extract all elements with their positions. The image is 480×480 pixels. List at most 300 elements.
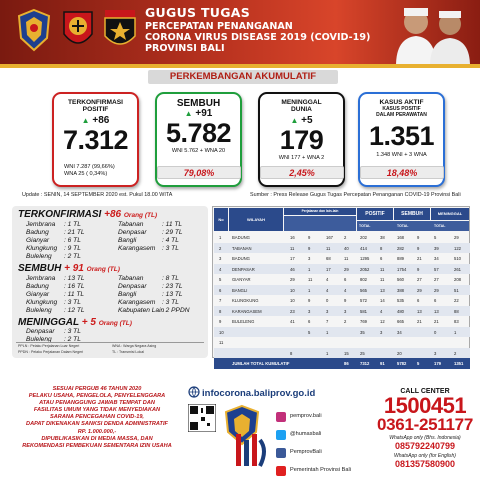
region-row (26, 245, 206, 253)
cell-die: 29 (434, 287, 439, 293)
deaths-percent: 2,45% (260, 166, 344, 179)
region-name: Kabupaten Lain (118, 307, 165, 314)
cell-c4: 4 (344, 287, 347, 293)
facebook-icon (276, 448, 286, 458)
cell-c3: 3 (326, 308, 329, 314)
cell-pos: 1295 (360, 256, 370, 261)
header-stripe (0, 64, 480, 68)
legend-ppdn: PPDN : Pelaku Perjalanan Dalam Negeri (18, 350, 84, 354)
cell-c3: 1 (326, 329, 329, 335)
update-timestamp: Update : SENIN, 14 SEPTEMBER 2020 est. Pukul 18.00 WITA (22, 192, 173, 198)
region-row (26, 275, 206, 283)
cell-d2: 1 (454, 329, 457, 335)
command-center-logo (232, 430, 270, 474)
cell-r2: 29 (417, 287, 422, 293)
cell-d2: 22 (454, 298, 459, 303)
cell-d2: 51 (454, 287, 459, 293)
col-header-positive: POSITIF (357, 208, 393, 220)
cell-c2: 3 (308, 256, 311, 261)
table-row (214, 306, 470, 317)
region-name: Badung (26, 229, 49, 236)
cell-rec: 1754 (397, 266, 407, 272)
cell-rec: 20 (397, 350, 402, 356)
region-value: : 16 TL (64, 283, 85, 290)
cell-name: KLUNGKUNG (232, 298, 259, 303)
region-value: : 29 TL (162, 229, 183, 236)
deaths-section-delta: + 5 (81, 317, 96, 328)
whatsapp-en-label: WhatsApp only (for English) (394, 453, 456, 459)
notice-line: FASILITAS UMUM YANG TIDAK MENYEDIAKAN (33, 407, 161, 414)
cell-no: 8 (219, 308, 222, 314)
region-name: Denpasar (118, 229, 147, 236)
cell-c1: 16 (290, 235, 295, 240)
cell-c3: 4 (326, 277, 329, 282)
table-row (214, 316, 470, 327)
cell-rec: 168 (397, 235, 404, 240)
cell-c1: 17 (290, 256, 295, 261)
cell-pos: 802 (360, 277, 367, 282)
confirmed-value: 7.312 (62, 124, 129, 155)
cell-rec: 535 (397, 298, 404, 303)
cell-c4: 6 (344, 277, 347, 282)
col-header-region: WILAYAH (229, 208, 283, 231)
region-value: : 3 TL (64, 299, 81, 306)
col-header-no: No (214, 208, 228, 231)
website-link[interactable]: infocorona.baliprov.go.id (202, 388, 316, 399)
cell-c1: 10 (290, 287, 295, 293)
footer (0, 382, 480, 480)
confirmed-card (52, 92, 139, 187)
military-logo (60, 8, 96, 52)
cell-c4: 2 (344, 235, 347, 240)
notice-line: ATAU PENANGGUNG JAWAB TEMPAT DAN (39, 400, 155, 407)
call-center-label: CALL CENTER (400, 388, 450, 395)
recovered-section-delta: + 91 (64, 263, 84, 274)
cell-die: 34 (434, 256, 439, 261)
cell-r2: 27 (417, 277, 422, 282)
cell-c1: 11 (290, 245, 295, 251)
cell-no: 3 (219, 256, 222, 261)
region-name: Badung (26, 283, 49, 290)
region-name: Tabanan (118, 221, 144, 228)
social-youtube[interactable]: Pemerintah Provinsi Bali (290, 467, 351, 473)
cell-rec: 282 (397, 245, 404, 251)
cell-p2: 38 (380, 235, 385, 240)
header-line-1: GUGUS TUGAS (145, 5, 251, 20)
col-header-origin-sub (284, 216, 356, 231)
cell-c3: 68 (326, 256, 331, 261)
region-name: Buleleng (26, 336, 52, 343)
cell-no: 6 (219, 287, 222, 293)
cell-die: 3 (434, 350, 437, 356)
active-percent: 18,48% (360, 166, 444, 179)
table-row (214, 285, 470, 296)
cell-p2: 11 (380, 266, 385, 272)
social-facebook[interactable]: PemprovBali (290, 449, 322, 455)
confirmed-sub-2: WNA 25 ( 0,34%) (64, 170, 108, 177)
up-triangle-icon: ▲ (184, 109, 193, 119)
region-value: : 11 TL (64, 291, 85, 298)
confirmed-section-delta: +86 (104, 209, 122, 220)
region-name: Karangasem (118, 299, 156, 306)
region-name: Karangasem (118, 245, 156, 252)
cell-p2: 12 (380, 319, 385, 324)
table-row (214, 243, 470, 254)
deaths-section-unit: Orang (TL) (98, 320, 132, 327)
region-row (26, 221, 206, 229)
region-name: Klungkung (26, 245, 58, 252)
region-value: : 13 TL (162, 291, 183, 298)
cell-d2: 208 (454, 277, 461, 282)
regional-table (212, 206, 470, 366)
cell-r2: 9 (417, 245, 420, 251)
total-rec: 5782 (397, 361, 407, 366)
region-name: Klungkung (26, 299, 58, 306)
cell-rec: 480 (397, 308, 404, 314)
recovered-region-list (26, 275, 206, 315)
table-row (214, 274, 470, 285)
daily-breakdown-panel (12, 206, 208, 358)
deaths-label-1: MENINGGAL (281, 99, 322, 106)
total-p2: 91 (380, 361, 385, 366)
header-banner (0, 0, 480, 68)
cell-c2: 9 (308, 298, 311, 303)
cell-c1: 23 (290, 308, 295, 314)
active-label-3: DALAM PERAWATAN (376, 112, 427, 119)
region-row (26, 229, 206, 237)
cell-name: DENPASAR (232, 266, 255, 272)
cell-p2: 8 (380, 245, 383, 251)
legend-wna: WNA : Warga Negara Asing (112, 344, 157, 348)
cell-c2: 5 (308, 329, 311, 335)
globe-icon (188, 386, 200, 398)
header-line-3: CORONA VIRUS DISEASE 2019 (COVID-19) (145, 32, 371, 43)
region-value: : 3 TL (162, 245, 179, 252)
cell-d2: 122 (454, 245, 461, 251)
cell-pos: 35 (360, 329, 365, 335)
region-name: Denpasar (118, 283, 147, 290)
region-name: Buleleng (26, 307, 52, 314)
region-name: Jembrana (26, 221, 56, 228)
cell-c3: 0 (326, 298, 329, 303)
abbreviation-legend (16, 342, 204, 356)
legend-tl: TL : Transmisi Lokal (112, 350, 145, 354)
region-value: : 13 TL (64, 275, 85, 282)
cell-c3: 17 (326, 266, 331, 272)
recovered-value: 5.782 (165, 118, 232, 149)
total-d2: 1351 (454, 361, 464, 366)
table-row (214, 295, 470, 306)
total-r2: 5 (417, 361, 420, 366)
region-value: : 6 TL (64, 237, 81, 244)
cell-name: TABANAN (232, 245, 252, 251)
region-value: : 8 TL (162, 275, 179, 282)
confirmed-delta-value: +86 (92, 114, 110, 126)
cell-pos: 2052 (360, 266, 370, 272)
cell-no: 4 (219, 266, 222, 272)
cell-die: 6 (434, 298, 437, 303)
col-header-died: MENINGGAL (431, 208, 469, 220)
deaths-label-2: DUNIA (291, 106, 312, 114)
cell-no: 10 (219, 329, 224, 335)
cell-c4: 2 (344, 319, 347, 324)
police-logo (102, 8, 138, 52)
social-instagram[interactable]: pemprov.bali (290, 413, 322, 419)
qr-code-icon (188, 404, 216, 432)
region-value: : 3 TL (64, 328, 81, 335)
deaths-section-label: MENINGGAL (18, 317, 79, 328)
cell-name: BANGLI (232, 287, 248, 293)
total-pos: 7312 (360, 361, 370, 366)
recovered-sub: WNI 5.762 + WNA 20 (171, 148, 226, 155)
youtube-icon (276, 466, 286, 476)
cell-pos: 202 (360, 235, 367, 240)
region-value: : 2 PPDN (162, 307, 190, 314)
cell-d2: 510 (454, 256, 461, 261)
cell-no: 5 (219, 277, 222, 282)
active-sub: 1.348 WNI + 3 WNA (376, 152, 427, 159)
cell-name: BULELENG (232, 319, 255, 324)
cell-c3: 1 (326, 350, 329, 356)
total-c4: 86 (344, 361, 349, 366)
cell-r2: 9 (417, 235, 420, 240)
cell-die: 5 (434, 235, 437, 240)
confirmed-section-label: TERKONFIRMASI (18, 209, 102, 220)
deaths-section-title (18, 317, 132, 328)
region-row (26, 253, 206, 261)
cell-c4: 40 (344, 245, 349, 251)
cell-p2: 14 (380, 298, 385, 303)
cell-c4: 3 (344, 308, 347, 314)
recovered-section-label: SEMBUH (18, 263, 62, 274)
cell-c1: 41 (290, 319, 295, 324)
recovered-section-unit: Orang (TL) (86, 266, 120, 273)
cell-c2: 9 (308, 245, 311, 251)
region-name: Buleleng (26, 253, 52, 260)
up-triangle-icon: ▲ (81, 115, 90, 125)
social-twitter[interactable]: @humasbali (290, 431, 322, 437)
notice-line: SESUAI PERGUB 46 TAHUN 2020 (52, 386, 142, 392)
cell-pos: 769 (360, 319, 367, 324)
deaths-sub: WNI 177 + WNA 2 (278, 154, 325, 161)
notice-line: DAPAT DIKENAKAN SANKSI DENDA ADMINISTRATIF (26, 421, 168, 428)
cell-c1: 8 (290, 350, 293, 356)
cell-c1: 46 (290, 266, 295, 272)
bali-province-logo (16, 8, 52, 52)
cell-die: 13 (434, 308, 439, 314)
table-row (214, 348, 470, 359)
region-row (26, 283, 206, 291)
cell-c1: 29 (290, 277, 295, 282)
cell-c4: 29 (344, 266, 349, 272)
cell-rec: 665 (397, 319, 404, 324)
cell-d2: 88 (454, 308, 459, 314)
header-title (145, 5, 380, 54)
cell-c4: 11 (344, 256, 349, 261)
cell-c2: 1 (308, 266, 311, 272)
cell-pos: 414 (360, 245, 367, 251)
cell-c2: 3 (308, 308, 311, 314)
cell-r2: 9 (417, 266, 420, 272)
whatsapp-en-number[interactable]: 081357580900 (394, 459, 456, 469)
region-value: : 2 TL (64, 336, 81, 343)
deaths-delta-value: +5 (301, 114, 313, 126)
region-row (26, 307, 206, 315)
cell-c3: 11 (326, 245, 331, 251)
active-label-1: KASUS AKTIF (379, 99, 424, 106)
col-header-recovered: SEMBUH (394, 208, 430, 220)
region-name: Gianyar (26, 237, 50, 244)
recovered-section-title (18, 263, 120, 274)
cell-p2: 3 (380, 329, 383, 335)
cell-pos: 572 (360, 298, 367, 303)
notice-line: PELAKU USAHA, PENGELOLA, PENYELENGGARA (28, 393, 166, 400)
notice-line: SARANA PENCEGAHAN COVID-19, (50, 414, 144, 421)
subheader-died-total: TOTAL (434, 224, 446, 228)
region-value: : 4 TL (162, 237, 179, 244)
cell-die: 39 (434, 245, 439, 251)
cell-rec: 560 (397, 277, 404, 282)
cell-pos: 581 (360, 308, 367, 314)
up-triangle-icon: ▲ (290, 115, 299, 125)
cell-c2: 11 (308, 277, 313, 282)
confirmed-label-1: TERKONFIRMASI (68, 99, 123, 106)
cell-name: KARANGASEM (232, 308, 262, 314)
cell-pos: 25 (360, 350, 365, 356)
header-line-2: PERCEPATAN PENANGANAN (145, 21, 293, 32)
cell-c1: 10 (290, 298, 295, 303)
cell-die: 21 (434, 319, 439, 324)
cell-die: 0 (434, 329, 437, 335)
subheader-recovered-total: TOTAL (397, 224, 409, 228)
cell-rec: 388 (397, 287, 404, 293)
cell-p2: 6 (380, 256, 383, 261)
region-row (26, 291, 206, 299)
cell-r2: 21 (417, 319, 422, 324)
region-name: Bangli (118, 237, 137, 244)
table-row (214, 264, 470, 275)
region-value: : 23 TL (162, 283, 183, 290)
total-label: JUMLAH TOTAL KUMULATIF (232, 361, 290, 366)
table-row (214, 327, 470, 338)
notice-line: REKOMENDASI PEMBEKUAN SEMENTARA IZIN USAHA (22, 442, 172, 449)
col-header-subtotals (357, 221, 469, 231)
cell-d2: 83 (454, 319, 459, 324)
confirmed-region-list (26, 221, 206, 261)
cell-p2: 4 (380, 308, 383, 314)
cell-r2: 21 (417, 256, 422, 261)
active-value: 1.351 (368, 121, 435, 152)
subheader-positive-total: TOTAL (359, 224, 371, 228)
whatsapp-id-number[interactable]: 085792240799 (394, 441, 456, 451)
region-row (26, 328, 116, 336)
confirmed-section-title (18, 209, 157, 220)
cell-no: 2 (219, 245, 222, 251)
table-row (214, 253, 470, 264)
cell-c4: 9 (344, 298, 347, 303)
region-name: Bangli (118, 291, 137, 298)
region-value: : 21 TL (64, 229, 85, 236)
confirmed-label-2: POSITIF (82, 106, 109, 114)
region-value: : 2 TL (64, 253, 81, 260)
active-label-2: KASUS POSITIF (382, 106, 421, 113)
region-value: : 9 TL (64, 245, 81, 252)
confirmed-sub-1: WNI 7.287 (99,66%) (64, 163, 115, 170)
header-line-4: PROVINSI BALI (145, 43, 225, 54)
call-center (372, 388, 478, 469)
cell-c2: 9 (308, 235, 311, 240)
whatsapp-id-label: WhatsApp only (Bhs. Indonesia) (389, 435, 461, 441)
cell-d2: 29 (454, 235, 459, 240)
region-name: Tabanan (118, 275, 144, 282)
officials-portrait (388, 2, 476, 66)
cell-p2: 11 (380, 277, 385, 282)
cell-rec: 889 (397, 256, 404, 261)
call-center-number-1[interactable]: 1500451 (383, 393, 467, 418)
regulation-notice (10, 386, 184, 450)
cell-p2: 13 (380, 287, 385, 293)
cell-no: 1 (219, 235, 222, 240)
region-value: : 11 TL (162, 221, 183, 228)
cell-no: 7 (219, 298, 222, 303)
cell-c3: 4 (326, 287, 329, 293)
region-name: Denpasar (26, 328, 55, 335)
recovered-percent: 79,08% (157, 166, 241, 179)
cell-name: BADUNG (232, 256, 250, 261)
cell-c3: 167 (326, 235, 333, 240)
source-note: Sumber : Press Release Gugus Tugas Percepatan Penanganan COVID-19 Provinsi Bali (250, 192, 461, 198)
total-die: 179 (434, 361, 441, 366)
cell-die: 57 (434, 266, 439, 272)
table-row (214, 232, 470, 243)
region-value: : 3 TL (162, 299, 179, 306)
cell-c2: 6 (308, 319, 311, 324)
cell-r2: 13 (417, 308, 422, 314)
region-row (26, 299, 206, 307)
region-row (26, 237, 206, 245)
region-value: : 12 TL (64, 307, 85, 314)
cell-c2: 1 (308, 287, 311, 293)
region-name: Gianyar (26, 291, 50, 298)
legend-ppln: PPLN : Pelaku Perjalanan Luar Negeri (18, 344, 80, 348)
recovered-delta-value: +91 (195, 108, 213, 120)
cell-no: 11 (219, 340, 224, 345)
notice-line: DIPUBLIKASIKAN DI MEDIA MASSA, DAN (41, 435, 153, 442)
recovered-label: SEMBUH (176, 98, 221, 109)
cell-die: 27 (434, 277, 439, 282)
confirmed-section-unit: Orang (TL) (123, 212, 158, 219)
cell-name: GIANYAR (232, 277, 251, 282)
cell-c3: 7 (326, 319, 329, 324)
cell-c4: 15 (344, 350, 349, 356)
region-name: Jembrana (26, 275, 56, 282)
call-center-number-2[interactable]: 0361-251177 (377, 415, 473, 434)
instagram-icon (276, 412, 286, 422)
twitter-icon (276, 430, 286, 440)
notice-line: RP. 1.000.000,- (77, 428, 117, 435)
cell-rec: 34 (397, 329, 402, 335)
cell-pos: 565 (360, 287, 367, 293)
col-header-origin: Perjalanan dan lain-lain (284, 208, 356, 215)
cell-d2: 2 (454, 350, 457, 356)
cell-no: 9 (219, 319, 222, 324)
cell-d2: 261 (454, 266, 461, 272)
cell-name: BADUNG (232, 235, 250, 240)
region-value: : 1 TL (64, 221, 81, 228)
table-total-row (214, 358, 470, 369)
update-row (22, 192, 462, 198)
cell-r2: 6 (417, 298, 420, 303)
